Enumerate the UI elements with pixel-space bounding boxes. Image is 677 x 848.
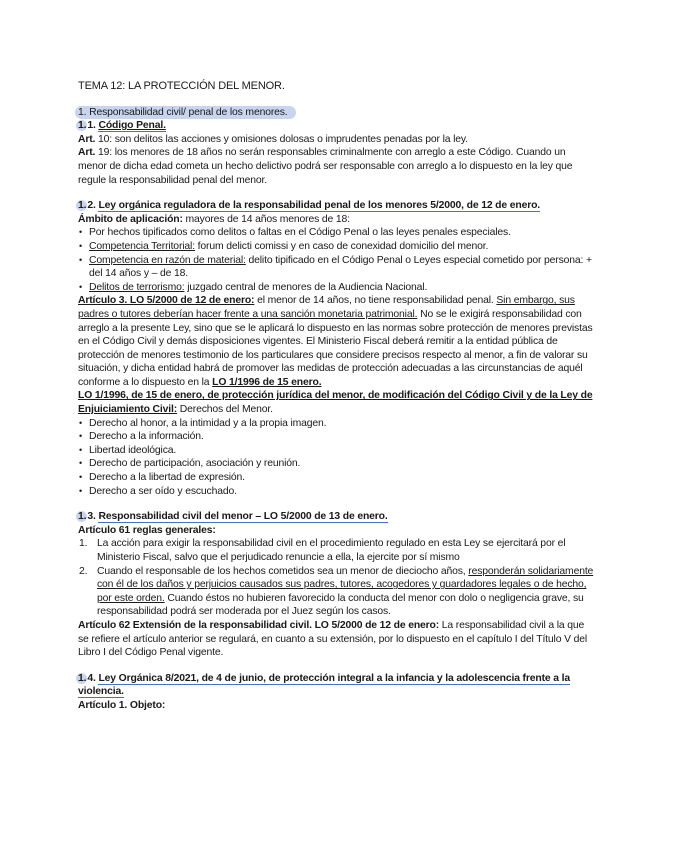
rights-list — [78, 417, 594, 499]
list-item: 1. La acción para exigir la responsabilidad civil en el procedimiento regulado en esta Ley se ejercitará por el Ministerio Fiscal, salvo que el perjudicado renuncie a ella, la ejercite por sí mismo — [79, 538, 566, 563]
subsection-1-2-heading: 1.2. Ley orgánica reguladora de la responsabilidad penal de los menores 5/2000, de 12 de enero. — [78, 200, 541, 212]
art-62-paragraph: Artículo 62 Extensión de la responsabilidad civil. LO 5/2000 de 12 de enero: La responsabilidad civil a la que se refiere el artículo anterior se regulará, en cuanto a su extensión, por lo dispuesto en el capítulo I del Título V del Libro I del Código Penal vigente. — [78, 619, 588, 659]
subsection-1-3-number: 1. — [78, 511, 87, 523]
ambito-list — [78, 226, 594, 294]
list-item: • Derecho a la información. — [78, 430, 594, 444]
codigo-penal-label: Código Penal. — [98, 120, 166, 132]
subsection-1-4-heading: 1.4. Ley Orgánica 8/2021, de 4 de junio, de protección integral a la infancia y la adolescencia frente a la violencia. — [78, 672, 570, 698]
art-1-objeto-label: Artículo 1. Objeto: — [78, 699, 166, 711]
subsection-1-1-heading: 1.1. Código Penal. — [78, 120, 166, 132]
document-title: TEMA 12: LA PROTECCIÓN DEL MENOR. — [78, 80, 285, 92]
list-item: • Competencia Territorial: forum delicti comissi y en caso de conexidad domicilio del menor. — [78, 240, 594, 254]
document-body — [78, 80, 594, 713]
art-3-paragraph: Artículo 3. LO 5/2000 de 12 de enero: el menor de 14 años, no tiene responsabilidad penal. Sin embargo, sus padres o tutores deberían hacer frente a una sanción monetaria patrimonial. No se le exigirá responsabilidad con arreglo a la presente Ley, sino que se le aplicará lo dispuesto en las normas sobre protección de menores previstas en el Código Civil y demás disposiciones vigentes. El Ministerio Fiscal deberá remitir a la entidad pública de protección de menores testimonio de los particulares que considere precisos respecto al menor, a fin de valorar su situación, y dicha entidad habrá de promover las medidas de protección adecuadas a las circunstancias de aquél conforme a lo dispuesto en la LO 1/1996 de 15 enero. — [78, 295, 593, 388]
art-61-label: Artículo 61 reglas generales: — [78, 524, 216, 536]
resp-civil-heading-text: Responsabilidad civil del menor – LO 5/2000 de 13 de enero. — [98, 511, 388, 523]
lo-8-2021-heading-text: Ley Orgánica 8/2021, de 4 de junio, de protección integral a la infancia y la adolescencia frente a la violencia. — [78, 672, 570, 698]
lo-5-2000-heading-text: Ley orgánica reguladora de la responsabilidad penal de los menores 5/2000, de 12 de enero. — [98, 200, 541, 212]
subsection-1-4-number: 1. — [78, 672, 87, 684]
section-1-heading-text: 1. Responsabilidad civil/ penal de los menores. — [75, 106, 296, 120]
list-item: • Competencia en razón de material: delito tipificado en el Código Penal o Leyes especial cometido por persona: + del 14 años y – de 18. — [78, 254, 594, 281]
list-item: • Derecho a ser oído y escuchado. — [78, 485, 594, 499]
art-19-paragraph: Art. 19: los menores de 18 años no serán responsables criminalmente con arreglo a este Código. Cuando un menor de dicha edad cometa un hecho delictivo podrá ser responsable con arreglo a lo dispuesto en la ley que regule la responsabilidad penal del menor. — [78, 147, 573, 186]
art-10-paragraph: Art. 10: son delitos las acciones y omisiones dolosas o imprudentes penadas por la ley. — [78, 133, 468, 145]
list-item: • Derecho de participación, asociación y reunión. — [78, 457, 594, 471]
section-1-heading — [78, 106, 594, 120]
art-61-list — [78, 537, 594, 619]
list-item: • Derecho a la libertad de expresión. — [78, 471, 594, 485]
list-item: 2. Cuando el responsable de los hechos cometidos sea un menor de dieciocho años, responderán solidariamente con él de los daños y perjuicios causados sus padres, tutores, acogedores y guardadores legales o de hecho, por este orden. Cuando éstos no hubieren favorecido la conducta del menor con dolo o negligencia grave, su responsabilidad podrá ser moderada por el Juez según los casos. — [79, 565, 594, 618]
list-item: • Delitos de terrorismo: juzgado central de menores de la Audiencia Nacional. — [78, 281, 594, 295]
ambito-paragraph: Ámbito de aplicación: mayores de 14 años menores de 18: — [78, 213, 350, 225]
list-item: • Por hechos tipificados como delitos o faltas en el Código Penal o las leyes penales especiales. — [78, 226, 594, 240]
subsection-1-1-number: 1. — [78, 120, 87, 132]
list-item: • Libertad ideológica. — [78, 444, 594, 458]
subsection-1-3-heading: 1.3. Responsabilidad civil del menor – LO 5/2000 de 13 de enero. — [78, 511, 388, 523]
subsection-1-2-number: 1. — [78, 200, 87, 212]
list-item: • Derecho al honor, a la intimidad y a la propia imagen. — [78, 417, 594, 431]
lo-1-1996-paragraph: LO 1/1996, de 15 de enero, de protección jurídica del menor, de modificación del Código Civil y de la Ley de Enjuiciamiento Civil: Derechos del Menor. — [78, 390, 593, 416]
